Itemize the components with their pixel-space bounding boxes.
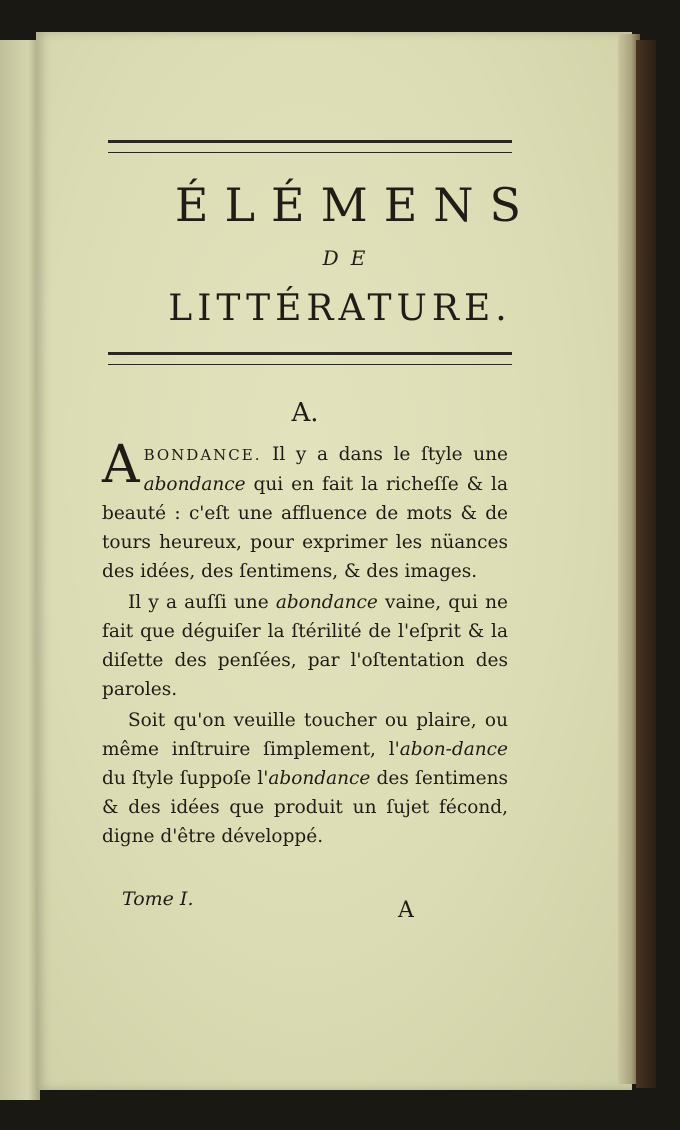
paragraph-text: du ſtyle ſuppoſe l' bbox=[102, 768, 269, 789]
paragraph-text: Il y a dans le ſtyle une bbox=[261, 444, 508, 465]
paragraph-text: des ſentimens & des idées que produit un ſujet fécond, digne d'être développé. bbox=[102, 768, 508, 847]
italic-term: abondance bbox=[143, 474, 246, 495]
bottom-double-rule bbox=[108, 352, 512, 365]
paragraph-2 bbox=[102, 588, 508, 704]
paragraph-text: Il y a auſſi une bbox=[128, 592, 276, 613]
italic-term: abondance bbox=[275, 592, 378, 613]
title-line-3: LITTÉRATURE. bbox=[168, 288, 512, 329]
drop-cap: A bbox=[102, 435, 140, 495]
title-line-2: DE bbox=[322, 246, 378, 270]
section-letter: A. bbox=[291, 398, 319, 428]
volume-label: Tome I. bbox=[122, 888, 194, 910]
italic-term: abon-dance bbox=[399, 739, 508, 760]
paragraph-text: Soit qu'on veuille toucher ou plaire, ou même inſtruire ſimplement, l' bbox=[102, 710, 508, 760]
paragraph-text: qui en fait la richeſſe & la beauté : c'eſt une affluence de mots & de tours heureux, pour exprimer les nüances des idées, des ſentimens, & des images. bbox=[102, 474, 508, 582]
paragraph-1 bbox=[102, 435, 508, 586]
top-double-rule bbox=[108, 140, 512, 153]
title-line-1: ÉLÉMENS bbox=[174, 178, 538, 232]
paragraph-3 bbox=[102, 706, 508, 851]
signature-mark: A bbox=[398, 898, 414, 923]
article-body bbox=[102, 435, 508, 851]
paragraph-text: vaine, qui ne fait que déguiſer la ſtérilité de l'eſprit & la diſette des penſées, par l'oſtentation des paroles. bbox=[102, 592, 508, 700]
italic-term: abondance bbox=[268, 768, 371, 789]
headword: BONDANCE. bbox=[143, 446, 262, 464]
